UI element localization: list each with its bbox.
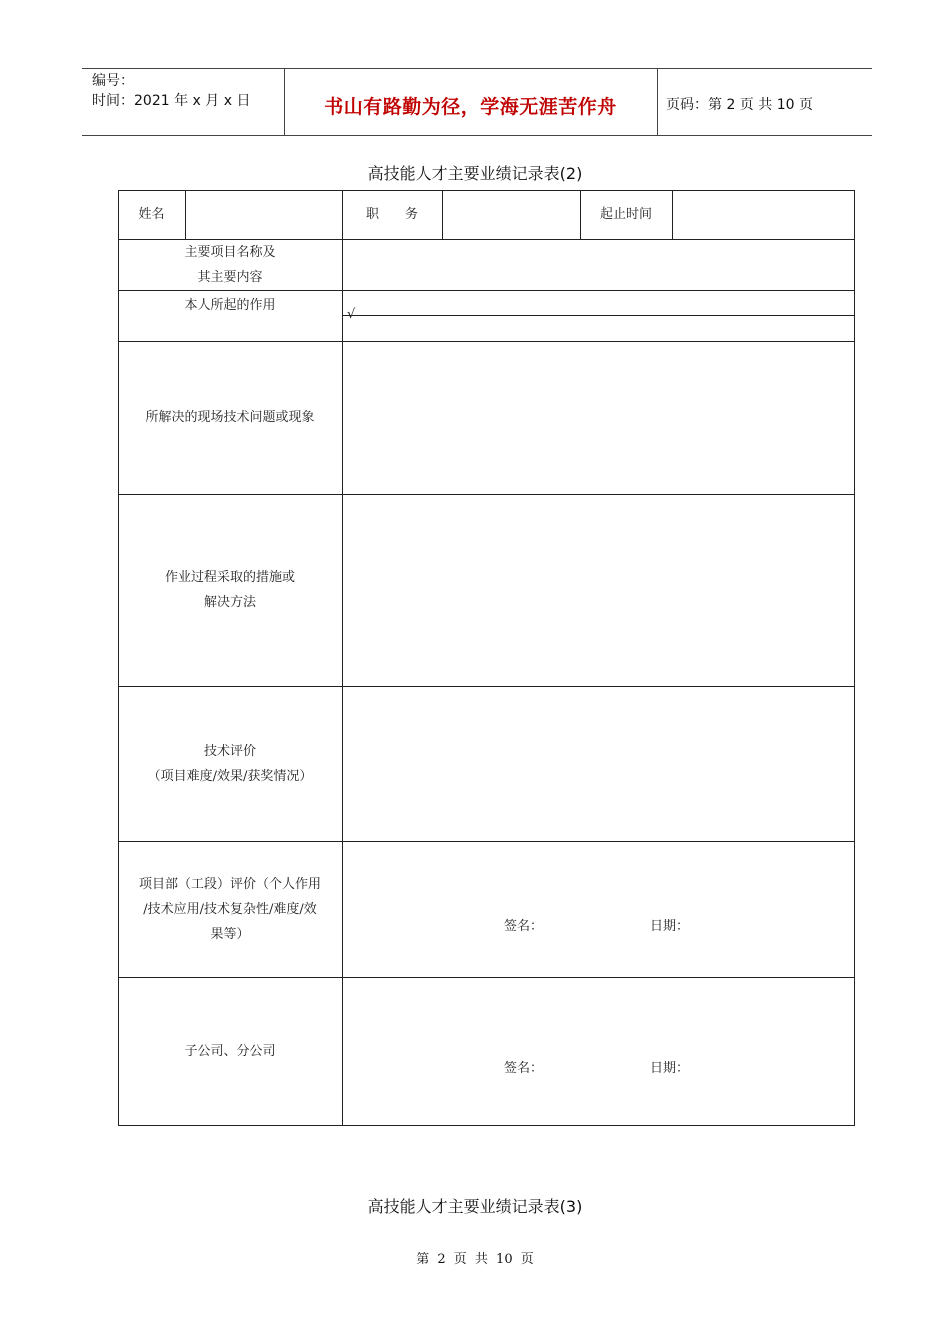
position-label: 职 务 [365,207,418,222]
problem-label: 所解决的现场技术问题或现象 [145,410,315,425]
department-evaluation-label-line: /技术应用/技术复杂性/难度/效 [143,901,317,917]
problem-field[interactable] [342,341,854,494]
subsidiary-field[interactable] [342,977,854,1125]
page-title: 高技能人才主要业绩记录表(2) [367,164,583,183]
subsidiary-label: 子公司、分公司 [184,1043,276,1059]
project-name-field[interactable] [342,239,854,290]
technical-evaluation-field[interactable] [342,686,854,841]
document-time-label: 时间：2021 年 x 月 x 日 [92,93,251,109]
header-motto: 书山有路勤为径，学海无涯苦作舟 [324,96,617,118]
name-field[interactable] [185,190,342,239]
department-evaluation-label [118,841,342,977]
subsidiary-date-label: 日期： [650,1061,690,1076]
document-number-label: 编号： [92,73,134,89]
measures-label [118,494,342,686]
header-bottom-rule [82,135,872,136]
technical-evaluation-label-line: （项目难度/效果/获奖情况） [147,768,313,784]
next-section-title: 高技能人才主要业绩记录表(3) [367,1197,583,1216]
role-field[interactable] [342,290,854,315]
department-evaluation-field[interactable] [342,841,854,977]
role-field-secondary[interactable] [342,315,854,341]
page-number-label: 页码：第 2 页 共 10 页 [666,97,813,113]
department-date-label: 日期： [650,919,690,934]
table-rule [118,1125,855,1126]
project-name-label-line: 主要项目名称及 [184,244,276,260]
role-check-mark: √ [347,307,356,322]
role-label: 本人所起的作用 [184,298,276,313]
name-label: 姓名 [138,207,165,222]
period-field[interactable] [672,190,854,239]
department-evaluation-label-line: 项目部（工段）评价（个人作用 [138,876,321,892]
subsidiary-sign-label: 签名： [504,1061,544,1076]
period-label: 起止时间 [599,207,652,222]
page-footer: 第 2 页 共 10 页 [416,1252,534,1267]
department-sign-label: 签名： [504,919,544,934]
technical-evaluation-label-line: 技术评价 [203,743,256,759]
project-name-label-line: 其主要内容 [197,269,263,285]
project-name-label [118,239,342,290]
department-evaluation-label-line: 果等） [210,926,250,942]
measures-label-line: 解决方法 [203,595,256,610]
table-rule [854,190,855,1126]
position-field[interactable] [442,190,580,239]
technical-evaluation-label [118,686,342,841]
measures-label-line: 作业过程采取的措施或 [164,570,295,585]
measures-field[interactable] [342,494,854,686]
header-top-rule [82,68,872,69]
header-divider-right [657,68,658,135]
record-table [118,190,855,1126]
